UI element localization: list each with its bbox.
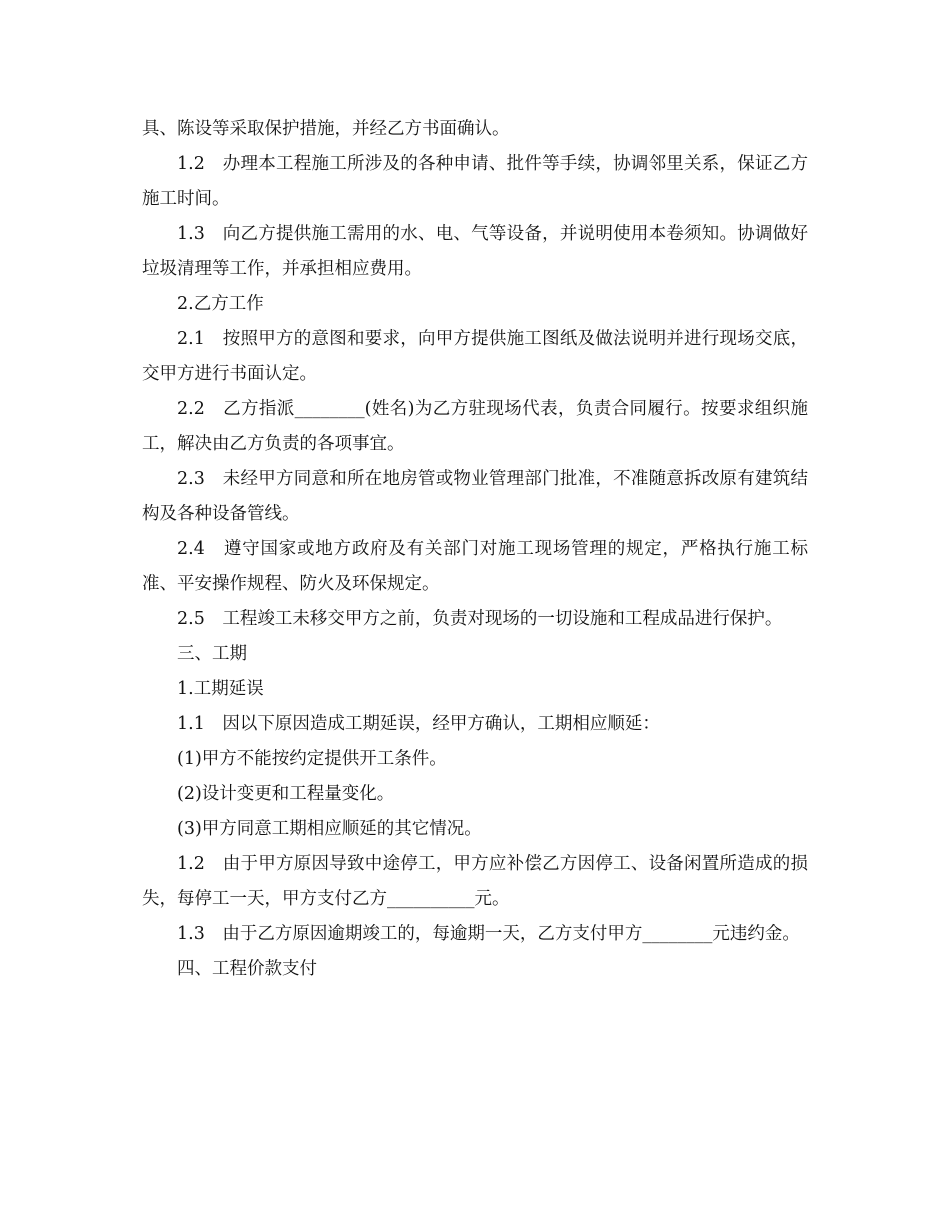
section-heading-delay: 1.工期延误: [177, 679, 264, 699]
clause-delay-1-3: 1.3 由于乙方原因逾期竣工的，每逾期一天，乙方支付甲方________元违约金。: [177, 924, 800, 944]
list-item-3: (3)甲方同意工期相应顺延的其它情况。: [177, 819, 482, 839]
chapter-heading-payment: 四、工程价款支付: [177, 959, 317, 979]
clause-1-3: 1.3 向乙方提供施工需用的水、电、气等设备，并说明使用本卷须知。协调做好垃圾清理等工作，并承担相应费用。: [142, 224, 808, 279]
clause-delay-1-1: 1.1 因以下原因造成工期延误，经甲方确认，工期相应顺延：: [177, 714, 660, 734]
clause-2-2: 2.2 乙方指派________(姓名)为乙方驻现场代表，负责合同履行。按要求组织施工，解决由乙方负责的各项事宜。: [142, 399, 808, 454]
clause-2-1: 2.1 按照甲方的意图和要求，向甲方提供施工图纸及做法说明并进行现场交底，交甲方进行书面认定。: [142, 329, 808, 384]
clause-1-2: 1.2 办理本工程施工所涉及的各种申请、批件等手续，协调邻里关系，保证乙方施工时间。: [142, 154, 808, 209]
paragraph-continuation: 具、陈设等采取保护措施，并经乙方书面确认。: [142, 119, 510, 139]
clause-2-5: 2.5 工程竣工未移交甲方之前，负责对现场的一切设施和工程成品进行保护。: [177, 609, 783, 629]
list-item-2: (2)设计变更和工程量变化。: [177, 784, 395, 804]
section-heading-contractor-work: 2.乙方工作: [177, 294, 264, 314]
chapter-heading-schedule: 三、工期: [177, 644, 247, 664]
clause-2-4: 2.4 遵守国家或地方政府及有关部门对施工现场管理的规定，严格执行施工标准、平安操作规程、防火及环保规定。: [142, 539, 808, 594]
list-item-1: (1)甲方不能按约定提供开工条件。: [177, 749, 447, 769]
clause-delay-1-2: 1.2 由于甲方原因导致中途停工，甲方应补偿乙方因停工、设备闲置所造成的损失，每停工一天，甲方支付乙方__________元。: [142, 854, 808, 909]
document-body: [142, 112, 808, 987]
clause-2-3: 2.3 未经甲方同意和所在地房管或物业管理部门批准，不准随意拆改原有建筑结构及各种设备管线。: [142, 469, 808, 524]
